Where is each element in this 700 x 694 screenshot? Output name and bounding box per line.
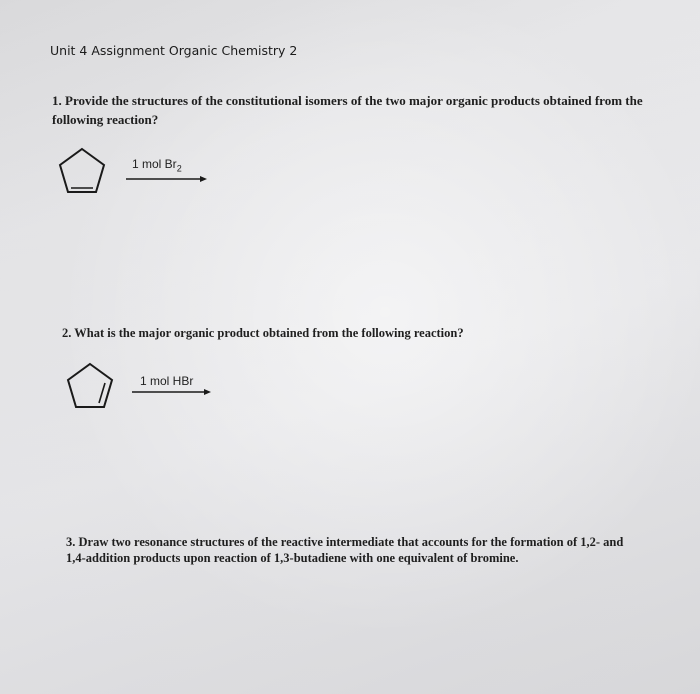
- cyclopentene-structure-2: [64, 361, 116, 413]
- question-3-text: 3. Draw two resonance structures of the reactive intermediate that accounts for the formation of 1,2- and: [66, 535, 624, 549]
- question-1-text: 1. Provide the structures of the constitutional isomers of the two major organic products obtained from the: [52, 93, 643, 108]
- question-3-text-line2: 1,4-addition products upon reaction of 1,3-butadiene with one equivalent of bromine.: [66, 551, 519, 565]
- reaction-2-arrow: [132, 387, 212, 397]
- reaction-1-arrow: [126, 174, 208, 184]
- page-title: Unit 4 Assignment Organic Chemistry 2: [50, 43, 298, 58]
- reaction-1-reagent: 1 mol $Br_2$: [132, 157, 182, 174]
- reaction-2-reagent: 1 mol HBr: [140, 374, 194, 388]
- question-2-text: 2. What is the major organic product obtained from the following reaction?: [62, 326, 464, 340]
- cyclopentene-structure-1: [56, 146, 108, 198]
- question-1-text-line2: following reaction?: [52, 112, 159, 127]
